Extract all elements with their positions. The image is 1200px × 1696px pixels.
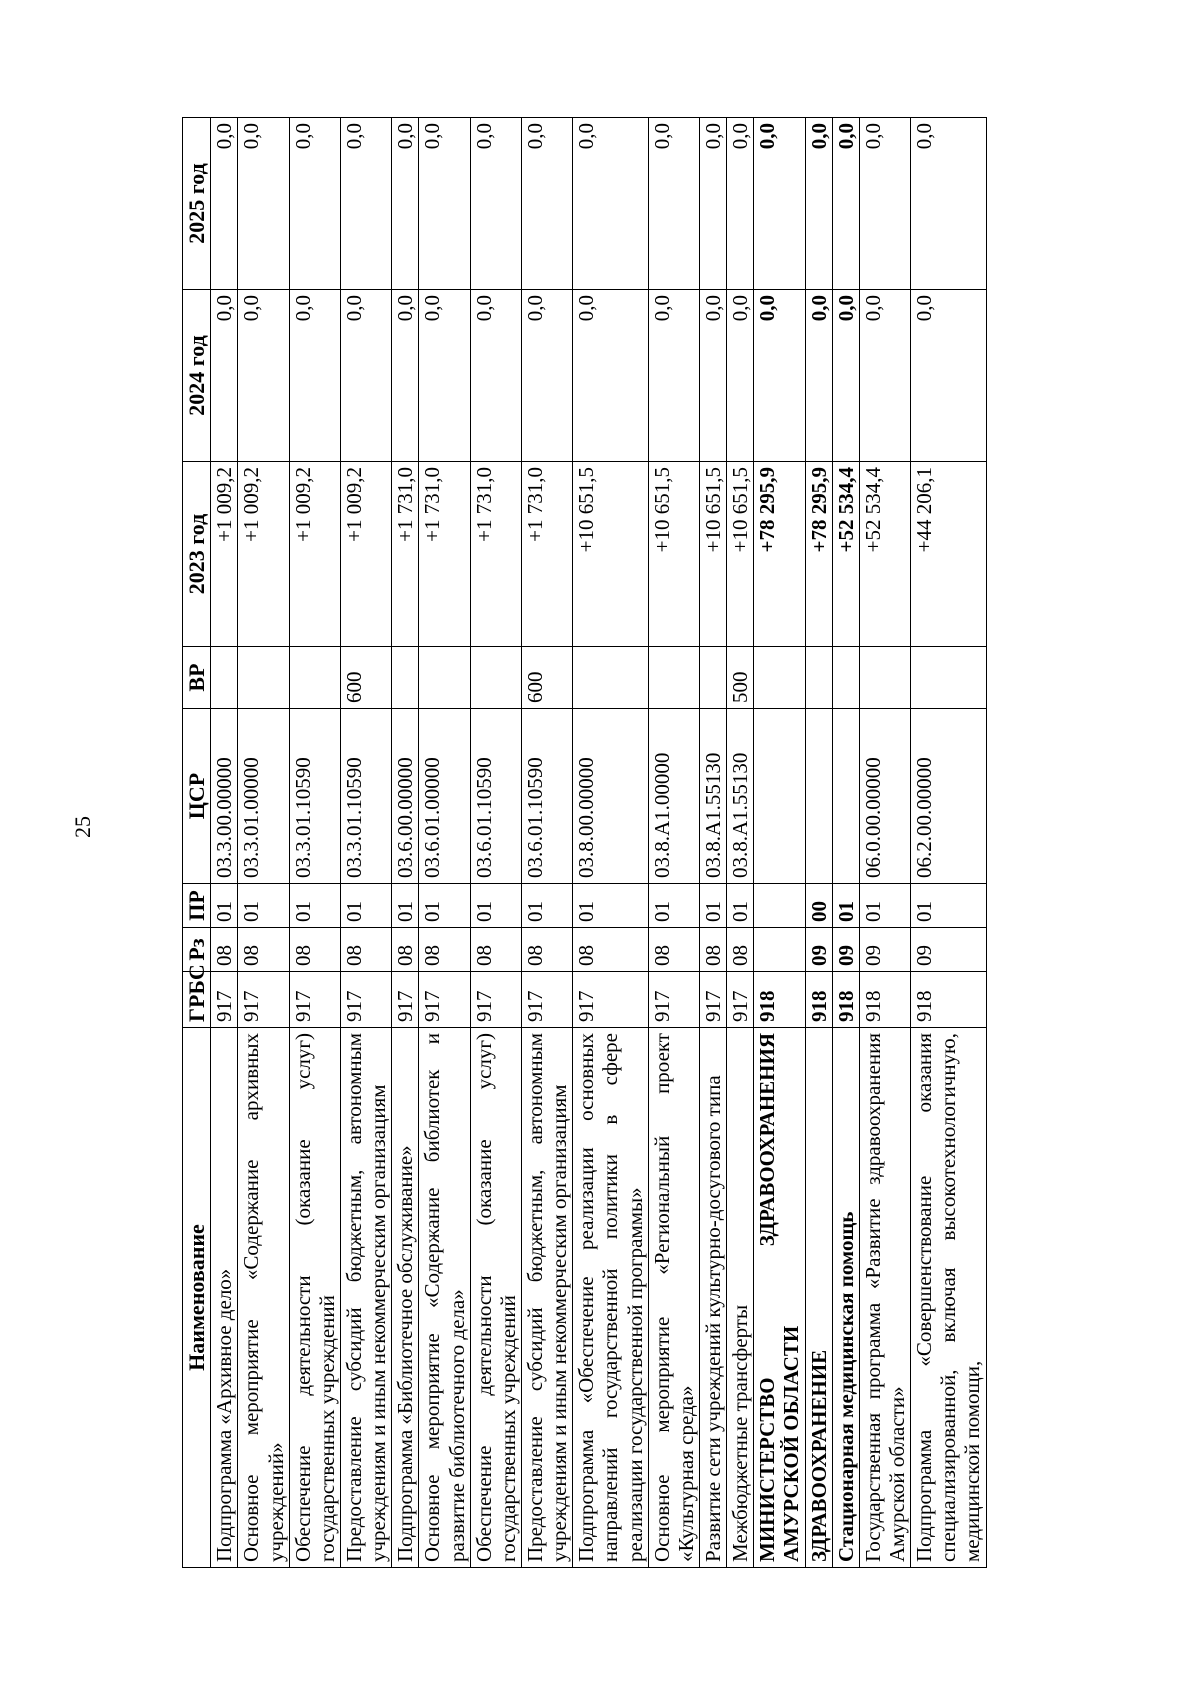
cell-csr	[754, 709, 805, 884]
cell-2024: 0,0	[648, 290, 699, 462]
table-row	[211, 118, 238, 1568]
cell-pr: 00	[805, 884, 832, 928]
cell-vr: 500	[727, 647, 754, 709]
header-2024: 2024 год	[183, 290, 211, 462]
cell-name: Подпрограмма «Архивное дело»	[211, 1028, 238, 1568]
cell-rz: 08	[238, 928, 289, 972]
cell-vr	[470, 647, 521, 709]
cell-2024: 0,0	[521, 290, 572, 462]
cell-2023: +10 651,5	[573, 462, 648, 647]
table-row	[521, 118, 572, 1568]
cell-name: Развитие сети учреждений культурно-досугового типа	[699, 1028, 726, 1568]
cell-vr: 600	[521, 647, 572, 709]
header-pr: ПР	[183, 884, 211, 928]
cell-vr	[648, 647, 699, 709]
cell-name: Обеспечение деятельности (оказание услуг) государственных учреждений	[289, 1028, 340, 1568]
cell-pr: 01	[911, 884, 986, 928]
cell-csr: 03.8.A1.55130	[699, 709, 726, 884]
cell-name: Государственная программа «Развитие здравоохранения Амурской области»	[859, 1028, 910, 1568]
table-row	[289, 118, 340, 1568]
cell-grbs: 917	[211, 972, 238, 1028]
cell-grbs: 917	[470, 972, 521, 1028]
cell-2023: +1 009,2	[211, 462, 238, 647]
table-row	[238, 118, 289, 1568]
table-row	[699, 118, 726, 1568]
cell-2025: 0,0	[911, 118, 986, 290]
cell-rz: 08	[341, 928, 392, 972]
cell-2024: 0,0	[859, 290, 910, 462]
cell-csr: 06.0.00.00000	[859, 709, 910, 884]
cell-csr: 03.6.00.00000	[392, 709, 419, 884]
cell-vr: 600	[341, 647, 392, 709]
cell-2025: 0,0	[238, 118, 289, 290]
cell-rz: 08	[727, 928, 754, 972]
cell-2025: 0,0	[419, 118, 470, 290]
cell-2025: 0,0	[470, 118, 521, 290]
cell-rz: 08	[392, 928, 419, 972]
cell-vr	[238, 647, 289, 709]
cell-rz: 08	[211, 928, 238, 972]
cell-name: Основное мероприятие «Содержание библиотек и развитие библиотечного дела»	[419, 1028, 470, 1568]
header-csr: ЦСР	[183, 709, 211, 884]
cell-rz: 08	[419, 928, 470, 972]
cell-csr: 03.8.00.00000	[573, 709, 648, 884]
cell-2025: 0,0	[859, 118, 910, 290]
cell-pr: 01	[419, 884, 470, 928]
cell-2024: 0,0	[211, 290, 238, 462]
cell-2023: +44 206,1	[911, 462, 986, 647]
cell-vr	[392, 647, 419, 709]
cell-2024: 0,0	[573, 290, 648, 462]
cell-2023: +10 651,5	[699, 462, 726, 647]
cell-2025: 0,0	[289, 118, 340, 290]
cell-grbs: 918	[859, 972, 910, 1028]
cell-2024: 0,0	[699, 290, 726, 462]
table-row	[573, 118, 648, 1568]
cell-2023: +1 009,2	[341, 462, 392, 647]
budget-table	[182, 117, 987, 1568]
table-row	[754, 118, 805, 1568]
cell-2024: 0,0	[289, 290, 340, 462]
cell-rz: 08	[699, 928, 726, 972]
cell-2025: 0,0	[832, 118, 859, 290]
cell-csr	[805, 709, 832, 884]
cell-rz: 08	[289, 928, 340, 972]
cell-2023: +1 731,0	[521, 462, 572, 647]
cell-pr	[754, 884, 805, 928]
cell-vr	[419, 647, 470, 709]
cell-grbs: 917	[699, 972, 726, 1028]
cell-csr: 03.6.01.00000	[419, 709, 470, 884]
cell-name: МИНИСТЕРСТВО ЗДРАВООХРАНЕНИЯ АМУРСКОЙ ОБЛАСТИ	[754, 1028, 805, 1568]
cell-pr: 01	[392, 884, 419, 928]
cell-vr	[805, 647, 832, 709]
cell-rz: 08	[521, 928, 572, 972]
table-row	[859, 118, 910, 1568]
cell-grbs: 917	[648, 972, 699, 1028]
cell-grbs: 917	[573, 972, 648, 1028]
cell-2024: 0,0	[392, 290, 419, 462]
cell-grbs: 918	[805, 972, 832, 1028]
cell-csr	[832, 709, 859, 884]
cell-2025: 0,0	[648, 118, 699, 290]
cell-rz: 09	[805, 928, 832, 972]
cell-2025: 0,0	[699, 118, 726, 290]
cell-2025: 0,0	[211, 118, 238, 290]
cell-pr: 01	[341, 884, 392, 928]
cell-pr: 01	[470, 884, 521, 928]
cell-pr: 01	[211, 884, 238, 928]
cell-2024: 0,0	[832, 290, 859, 462]
cell-pr: 01	[238, 884, 289, 928]
table-row	[341, 118, 392, 1568]
cell-2023: +1 009,2	[289, 462, 340, 647]
cell-2024: 0,0	[727, 290, 754, 462]
cell-grbs: 918	[754, 972, 805, 1028]
cell-2023: +10 651,5	[727, 462, 754, 647]
cell-vr	[289, 647, 340, 709]
cell-pr: 01	[289, 884, 340, 928]
cell-2023: +1 731,0	[470, 462, 521, 647]
cell-grbs: 917	[419, 972, 470, 1028]
cell-grbs: 917	[727, 972, 754, 1028]
cell-grbs: 917	[521, 972, 572, 1028]
cell-pr: 01	[859, 884, 910, 928]
table-row	[470, 118, 521, 1568]
cell-vr	[211, 647, 238, 709]
cell-rz: 09	[859, 928, 910, 972]
header-name: Наименование	[183, 1028, 211, 1568]
cell-2025: 0,0	[521, 118, 572, 290]
cell-name: Основное мероприятие «Содержание архивных учреждений»	[238, 1028, 289, 1568]
cell-2024: 0,0	[238, 290, 289, 462]
cell-2025: 0,0	[805, 118, 832, 290]
cell-csr: 06.2.00.00000	[911, 709, 986, 884]
cell-name: Подпрограмма «Библиотечное обслуживание»	[392, 1028, 419, 1568]
cell-pr: 01	[521, 884, 572, 928]
cell-csr: 03.3.01.10590	[341, 709, 392, 884]
cell-name: Предоставление субсидий бюджетным, автономным учреждениям и иным некоммерческим организациям	[341, 1028, 392, 1568]
cell-vr	[754, 647, 805, 709]
header-2023: 2023 год	[183, 462, 211, 647]
cell-name: Предоставление субсидий бюджетным, автономным учреждениям и иным некоммерческим организациям	[521, 1028, 572, 1568]
cell-name: ЗДРАВООХРАНЕНИЕ	[805, 1028, 832, 1568]
cell-2024: 0,0	[419, 290, 470, 462]
cell-2025: 0,0	[727, 118, 754, 290]
cell-csr: 03.3.00.00000	[211, 709, 238, 884]
cell-2024: 0,0	[470, 290, 521, 462]
cell-csr: 03.6.01.10590	[470, 709, 521, 884]
cell-csr: 03.6.01.10590	[521, 709, 572, 884]
cell-pr: 01	[699, 884, 726, 928]
cell-grbs: 917	[289, 972, 340, 1028]
cell-2023: +52 534,4	[859, 462, 910, 647]
cell-2024: 0,0	[805, 290, 832, 462]
cell-2023: +1 731,0	[419, 462, 470, 647]
cell-grbs: 918	[911, 972, 986, 1028]
cell-rz: 08	[573, 928, 648, 972]
cell-csr: 03.3.01.10590	[289, 709, 340, 884]
page-number: 25	[70, 816, 95, 838]
header-rz: Рз	[183, 928, 211, 972]
cell-pr: 01	[648, 884, 699, 928]
cell-rz: 09	[911, 928, 986, 972]
table-row	[911, 118, 986, 1568]
cell-rz: 08	[470, 928, 521, 972]
cell-grbs: 917	[238, 972, 289, 1028]
cell-2023: +1 731,0	[392, 462, 419, 647]
cell-rz: 08	[648, 928, 699, 972]
cell-grbs: 917	[392, 972, 419, 1028]
table-header-row	[183, 118, 211, 1568]
table-row	[419, 118, 470, 1568]
cell-pr: 01	[832, 884, 859, 928]
cell-rz	[754, 928, 805, 972]
cell-vr	[699, 647, 726, 709]
cell-2025: 0,0	[392, 118, 419, 290]
cell-csr: 03.8.A1.00000	[648, 709, 699, 884]
cell-vr	[859, 647, 910, 709]
header-2025: 2025 год	[183, 118, 211, 290]
cell-grbs: 918	[832, 972, 859, 1028]
cell-grbs: 917	[341, 972, 392, 1028]
cell-2023: +52 534,4	[832, 462, 859, 647]
cell-csr: 03.8.A1.55130	[727, 709, 754, 884]
cell-2023: +1 009,2	[238, 462, 289, 647]
table-body	[211, 118, 986, 1568]
cell-name: Подпрограмма «Совершенствование оказания специализированной, включая высокотехнологичную, медицинской помощи,	[911, 1028, 986, 1568]
cell-rz: 09	[832, 928, 859, 972]
cell-2025: 0,0	[573, 118, 648, 290]
cell-name: Стационарная медицинская помощь	[832, 1028, 859, 1568]
cell-2023: +78 295,9	[754, 462, 805, 647]
cell-pr: 01	[727, 884, 754, 928]
cell-2024: 0,0	[754, 290, 805, 462]
rotated-table-wrapper	[182, 118, 1042, 1568]
header-vr: ВР	[183, 647, 211, 709]
cell-2024: 0,0	[911, 290, 986, 462]
cell-name: Основное мероприятие «Региональный проект «Культурная среда»	[648, 1028, 699, 1568]
cell-2023: +10 651,5	[648, 462, 699, 647]
table-row	[832, 118, 859, 1568]
cell-name: Подпрограмма «Обеспечение реализации основных направлений государственной политики в сфере реализации государственной программы»	[573, 1028, 648, 1568]
cell-2025: 0,0	[341, 118, 392, 290]
cell-2023: +78 295,9	[805, 462, 832, 647]
table-row	[805, 118, 832, 1568]
cell-vr	[832, 647, 859, 709]
header-grbs: ГРБС	[183, 972, 211, 1028]
cell-csr: 03.3.01.00000	[238, 709, 289, 884]
cell-2025: 0,0	[754, 118, 805, 290]
cell-vr	[911, 647, 986, 709]
cell-2024: 0,0	[341, 290, 392, 462]
cell-vr	[573, 647, 648, 709]
cell-name: Межбюджетные трансферты	[727, 1028, 754, 1568]
table-row	[727, 118, 754, 1568]
cell-pr: 01	[573, 884, 648, 928]
table-row	[648, 118, 699, 1568]
cell-name: Обеспечение деятельности (оказание услуг) государственных учреждений	[470, 1028, 521, 1568]
table-row	[392, 118, 419, 1568]
